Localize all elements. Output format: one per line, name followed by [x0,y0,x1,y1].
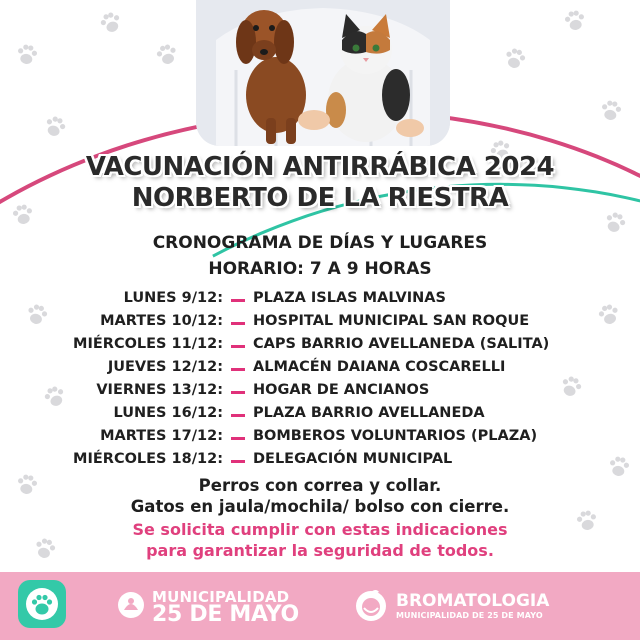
campaign-location: NORBERTO DE LA RIESTRA [131,183,509,213]
bromatologia-logo [352,586,390,624]
dog-and-cat-photo [196,0,450,146]
paw-icon [149,37,186,74]
schedule-place: ALMACÉN DAIANA COSCARELLI [253,359,506,375]
schedule-row [0,359,640,381]
schedule-date: JUEVES 12/12: [107,359,223,375]
cats-instruction: Gatos en jaula/mochila/ bolso con cierre. [130,497,510,516]
municipality-emblem-icon [116,590,146,620]
schedule-place: HOSPITAL MUNICIPAL SAN ROQUE [253,313,530,329]
schedule-place: HOGAR DE ANCIANOS [253,382,430,398]
bromatologia-emblem-icon [352,586,390,624]
paw-icon [558,4,593,39]
schedule-row [0,290,640,312]
schedule-place: PLAZA BARRIO AVELLANEDA [253,405,485,421]
schedule-place: CAPS BARRIO AVELLANEDA (SALITA) [253,336,550,352]
pets-illustration [196,0,450,146]
paw-icon [36,108,74,146]
schedule-date: MARTES 10/12: [100,313,223,329]
paw-badge [18,580,66,628]
request-note-line2: para garantizar la seguridad de todos. [146,541,494,560]
schedule-date: LUNES 9/12: [123,290,223,306]
dash-separator [231,322,245,325]
municipality-logo [116,590,146,620]
dogs-instruction: Perros con correa y collar. [198,476,442,495]
paw-icon [18,580,66,628]
bromatologia-title: BROMATOLOGIA [396,591,550,611]
schedule-place: BOMBEROS VOLUNTARIOS (PLAZA) [253,428,538,444]
dash-separator [231,414,245,417]
paw-icon [497,41,534,78]
schedule-date: MIÉRCOLES 18/12: [73,451,223,467]
schedule-place: DELEGACIÓN MUNICIPAL [253,451,453,467]
paw-icon [594,94,629,129]
schedule-date: LUNES 16/12: [113,405,223,421]
campaign-title: VACUNACIÓN ANTIRRÁBICA 2024 [85,152,555,182]
paw-icon [92,4,130,42]
dash-separator [231,368,245,371]
bromatologia-subtitle: MUNICIPALIDAD DE 25 DE MAYO [396,611,543,620]
schedule-row [0,451,640,473]
paw-icon [10,38,45,73]
dash-separator [231,345,245,348]
schedule-date: MARTES 17/12: [100,428,223,444]
schedule-row [0,428,640,450]
dash-separator [231,299,245,302]
dash-separator [231,460,245,463]
schedule-row [0,313,640,335]
dash-separator [231,391,245,394]
request-note-line1: Se solicita cumplir con estas indicaciones [132,520,508,539]
municipality-city: 25 DE MAYO [152,602,299,627]
schedule-date: MIÉRCOLES 11/12: [73,336,223,352]
schedule-row [0,405,640,427]
schedule-place: PLAZA ISLAS MALVINAS [253,290,446,306]
schedule-hours: HORARIO: 7 A 9 HORAS [208,259,432,279]
schedule-date: VIERNES 13/12: [96,382,223,398]
schedule-row [0,382,640,404]
schedule-heading: CRONOGRAMA DE DÍAS Y LUGARES [152,233,488,253]
schedule-row [0,336,640,358]
municipality-name: MUNICIPALIDAD [152,588,290,606]
dash-separator [231,437,245,440]
